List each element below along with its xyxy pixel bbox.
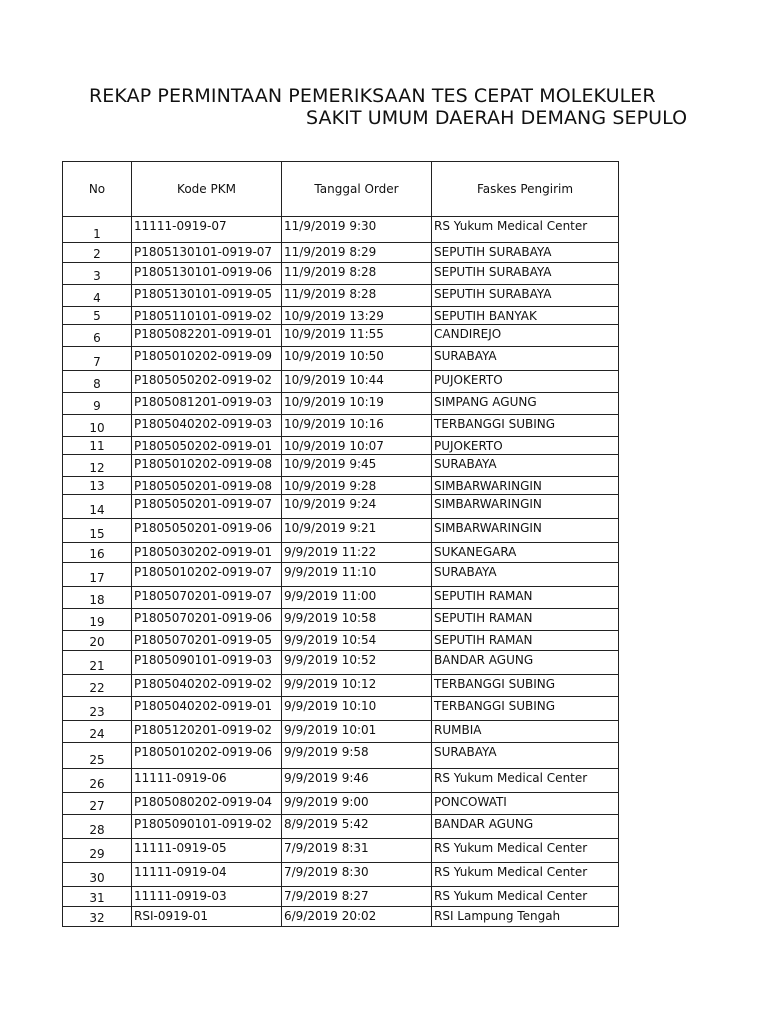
cell-tanggal-order: 9/9/2019 10:58 (282, 609, 432, 631)
cell-faskes-pengirim: SEPUTIH SURABAYA (432, 263, 619, 285)
table-row (63, 519, 619, 543)
cell-tanggal-order: 10/9/2019 10:19 (282, 393, 432, 415)
cell-faskes-pengirim: SEPUTIH BANYAK (432, 307, 619, 325)
cell-tanggal-order: 9/9/2019 11:22 (282, 543, 432, 563)
cell-tanggal-order: 10/9/2019 9:24 (282, 495, 432, 519)
cell-tanggal-order: 7/9/2019 8:30 (282, 863, 432, 887)
cell-faskes-pengirim: SEPUTIH RAMAN (432, 631, 619, 651)
cell-faskes-pengirim: PONCOWATI (432, 793, 619, 815)
cell-no: 18 (63, 587, 132, 609)
cell-no: 1 (63, 217, 132, 243)
table-row (63, 393, 619, 415)
cell-tanggal-order: 9/9/2019 10:52 (282, 651, 432, 675)
cell-kode-pkm: RSI-0919-01 (132, 907, 282, 927)
order-table (62, 161, 619, 927)
cell-faskes-pengirim: SIMPANG AGUNG (432, 393, 619, 415)
cell-faskes-pengirim: SURABAYA (432, 563, 619, 587)
cell-faskes-pengirim: PUJOKERTO (432, 371, 619, 393)
cell-kode-pkm: P1805110101-0919-02 (132, 307, 282, 325)
cell-no: 4 (63, 285, 132, 307)
cell-no: 9 (63, 393, 132, 415)
cell-kode-pkm: 11111-0919-03 (132, 887, 282, 907)
cell-faskes-pengirim: SIMBARWARINGIN (432, 477, 619, 495)
cell-kode-pkm: P1805050201-0919-06 (132, 519, 282, 543)
cell-kode-pkm: 11111-0919-04 (132, 863, 282, 887)
table-row (63, 415, 619, 437)
table-row (63, 243, 619, 263)
table-row (63, 887, 619, 907)
cell-kode-pkm: P1805070201-0919-06 (132, 609, 282, 631)
cell-tanggal-order: 7/9/2019 8:31 (282, 839, 432, 863)
cell-tanggal-order: 9/9/2019 10:01 (282, 721, 432, 743)
cell-faskes-pengirim: TERBANGGI SUBING (432, 675, 619, 697)
cell-tanggal-order: 9/9/2019 11:10 (282, 563, 432, 587)
table-row (63, 285, 619, 307)
cell-no: 7 (63, 347, 132, 371)
cell-no: 16 (63, 543, 132, 563)
table-row (63, 587, 619, 609)
cell-faskes-pengirim: SEPUTIH RAMAN (432, 609, 619, 631)
cell-no: 8 (63, 371, 132, 393)
cell-kode-pkm: P1805050201-0919-07 (132, 495, 282, 519)
cell-tanggal-order: 10/9/2019 10:44 (282, 371, 432, 393)
cell-faskes-pengirim: PUJOKERTO (432, 437, 619, 455)
table-row (63, 495, 619, 519)
cell-kode-pkm: P1805130101-0919-07 (132, 243, 282, 263)
cell-no: 3 (63, 263, 132, 285)
cell-faskes-pengirim: BANDAR AGUNG (432, 651, 619, 675)
cell-kode-pkm: P1805010202-0919-07 (132, 563, 282, 587)
cell-kode-pkm: P1805081201-0919-03 (132, 393, 282, 415)
report-title-line-1: REKAP PERMINTAAN PEMERIKSAAN TES CEPAT MOLEKULER (89, 85, 656, 107)
cell-faskes-pengirim: SIMBARWARINGIN (432, 495, 619, 519)
cell-kode-pkm: P1805010202-0919-08 (132, 455, 282, 477)
cell-tanggal-order: 10/9/2019 9:21 (282, 519, 432, 543)
table-row (63, 863, 619, 887)
cell-kode-pkm: 11111-0919-06 (132, 769, 282, 793)
cell-tanggal-order: 11/9/2019 8:28 (282, 263, 432, 285)
cell-tanggal-order: 11/9/2019 8:28 (282, 285, 432, 307)
cell-kode-pkm: P1805050202-0919-02 (132, 371, 282, 393)
cell-no: 17 (63, 563, 132, 587)
cell-no: 5 (63, 307, 132, 325)
cell-faskes-pengirim: RUMBIA (432, 721, 619, 743)
cell-tanggal-order: 9/9/2019 10:12 (282, 675, 432, 697)
cell-no: 2 (63, 243, 132, 263)
cell-faskes-pengirim: RS Yukum Medical Center (432, 217, 619, 243)
table-row (63, 697, 619, 721)
cell-no: 22 (63, 675, 132, 697)
table-row (63, 217, 619, 243)
cell-no: 6 (63, 325, 132, 347)
cell-no: 20 (63, 631, 132, 651)
table-row (63, 455, 619, 477)
table-row (63, 347, 619, 371)
cell-tanggal-order: 9/9/2019 9:46 (282, 769, 432, 793)
table-row (63, 815, 619, 839)
cell-kode-pkm: P1805040202-0919-01 (132, 697, 282, 721)
cell-no: 32 (63, 907, 132, 927)
table-row (63, 907, 619, 927)
report-title-line-2: SAKIT UMUM DAERAH DEMANG SEPULO (306, 107, 688, 129)
cell-kode-pkm: P1805050202-0919-01 (132, 437, 282, 455)
cell-tanggal-order: 9/9/2019 9:58 (282, 743, 432, 769)
cell-kode-pkm: P1805030202-0919-01 (132, 543, 282, 563)
table-row (63, 563, 619, 587)
header-tanggal-order: Tanggal Order (282, 162, 432, 217)
cell-no: 28 (63, 815, 132, 839)
cell-faskes-pengirim: SURABAYA (432, 743, 619, 769)
table-row (63, 609, 619, 631)
header-kode-pkm: Kode PKM (132, 162, 282, 217)
cell-tanggal-order: 10/9/2019 9:28 (282, 477, 432, 495)
cell-tanggal-order: 11/9/2019 9:30 (282, 217, 432, 243)
cell-tanggal-order: 10/9/2019 10:50 (282, 347, 432, 371)
cell-faskes-pengirim: RS Yukum Medical Center (432, 769, 619, 793)
cell-no: 26 (63, 769, 132, 793)
cell-faskes-pengirim: BANDAR AGUNG (432, 815, 619, 839)
table-row (63, 769, 619, 793)
cell-kode-pkm: P1805130101-0919-05 (132, 285, 282, 307)
cell-faskes-pengirim: RS Yukum Medical Center (432, 863, 619, 887)
cell-tanggal-order: 9/9/2019 10:10 (282, 697, 432, 721)
cell-faskes-pengirim: SIMBARWARINGIN (432, 519, 619, 543)
table-row (63, 743, 619, 769)
table-row (63, 543, 619, 563)
cell-kode-pkm: P1805070201-0919-05 (132, 631, 282, 651)
cell-no: 30 (63, 863, 132, 887)
cell-tanggal-order: 9/9/2019 10:54 (282, 631, 432, 651)
cell-kode-pkm: P1805040202-0919-02 (132, 675, 282, 697)
table-row (63, 675, 619, 697)
cell-tanggal-order: 10/9/2019 10:07 (282, 437, 432, 455)
cell-kode-pkm: P1805090101-0919-03 (132, 651, 282, 675)
cell-faskes-pengirim: SURABAYA (432, 347, 619, 371)
table-row (63, 721, 619, 743)
cell-tanggal-order: 6/9/2019 20:02 (282, 907, 432, 927)
cell-no: 10 (63, 415, 132, 437)
cell-faskes-pengirim: TERBANGGI SUBING (432, 697, 619, 721)
table-row (63, 307, 619, 325)
table-row (63, 477, 619, 495)
cell-faskes-pengirim: RS Yukum Medical Center (432, 887, 619, 907)
cell-tanggal-order: 9/9/2019 9:00 (282, 793, 432, 815)
table-row (63, 631, 619, 651)
cell-tanggal-order: 10/9/2019 9:45 (282, 455, 432, 477)
header-no: No (63, 162, 132, 217)
table-row (63, 325, 619, 347)
cell-no: 19 (63, 609, 132, 631)
cell-no: 31 (63, 887, 132, 907)
cell-faskes-pengirim: RS Yukum Medical Center (432, 839, 619, 863)
cell-no: 11 (63, 437, 132, 455)
cell-kode-pkm: P1805050201-0919-08 (132, 477, 282, 495)
report-title (0, 80, 688, 136)
cell-kode-pkm: 11111-0919-07 (132, 217, 282, 243)
cell-kode-pkm: P1805040202-0919-03 (132, 415, 282, 437)
cell-kode-pkm: P1805010202-0919-09 (132, 347, 282, 371)
cell-kode-pkm: P1805090101-0919-02 (132, 815, 282, 839)
cell-kode-pkm: P1805070201-0919-07 (132, 587, 282, 609)
cell-faskes-pengirim: SURABAYA (432, 455, 619, 477)
header-faskes-pengirim: Faskes Pengirim (432, 162, 619, 217)
cell-faskes-pengirim: SEPUTIH RAMAN (432, 587, 619, 609)
cell-no: 15 (63, 519, 132, 543)
table-header-row (63, 162, 619, 217)
cell-no: 23 (63, 697, 132, 721)
cell-no: 27 (63, 793, 132, 815)
cell-faskes-pengirim: TERBANGGI SUBING (432, 415, 619, 437)
cell-faskes-pengirim: SEPUTIH SURABAYA (432, 243, 619, 263)
cell-tanggal-order: 10/9/2019 10:16 (282, 415, 432, 437)
table-row (63, 651, 619, 675)
table-row (63, 437, 619, 455)
cell-kode-pkm: P1805130101-0919-06 (132, 263, 282, 285)
cell-kode-pkm: P1805120201-0919-02 (132, 721, 282, 743)
cell-no: 24 (63, 721, 132, 743)
cell-faskes-pengirim: CANDIREJO (432, 325, 619, 347)
cell-no: 14 (63, 495, 132, 519)
cell-kode-pkm: P1805080202-0919-04 (132, 793, 282, 815)
cell-faskes-pengirim: SUKANEGARA (432, 543, 619, 563)
cell-kode-pkm: P1805010202-0919-06 (132, 743, 282, 769)
table-row (63, 839, 619, 863)
cell-tanggal-order: 7/9/2019 8:27 (282, 887, 432, 907)
cell-tanggal-order: 10/9/2019 11:55 (282, 325, 432, 347)
cell-kode-pkm: 11111-0919-05 (132, 839, 282, 863)
cell-faskes-pengirim: SEPUTIH SURABAYA (432, 285, 619, 307)
cell-faskes-pengirim: RSI Lampung Tengah (432, 907, 619, 927)
table-row (63, 371, 619, 393)
cell-kode-pkm: P1805082201-0919-01 (132, 325, 282, 347)
cell-tanggal-order: 8/9/2019 5:42 (282, 815, 432, 839)
cell-tanggal-order: 10/9/2019 13:29 (282, 307, 432, 325)
cell-no: 21 (63, 651, 132, 675)
cell-no: 25 (63, 743, 132, 769)
cell-no: 29 (63, 839, 132, 863)
table-row (63, 793, 619, 815)
cell-no: 13 (63, 477, 132, 495)
table-row (63, 263, 619, 285)
cell-tanggal-order: 11/9/2019 8:29 (282, 243, 432, 263)
cell-no: 12 (63, 455, 132, 477)
cell-tanggal-order: 9/9/2019 11:00 (282, 587, 432, 609)
